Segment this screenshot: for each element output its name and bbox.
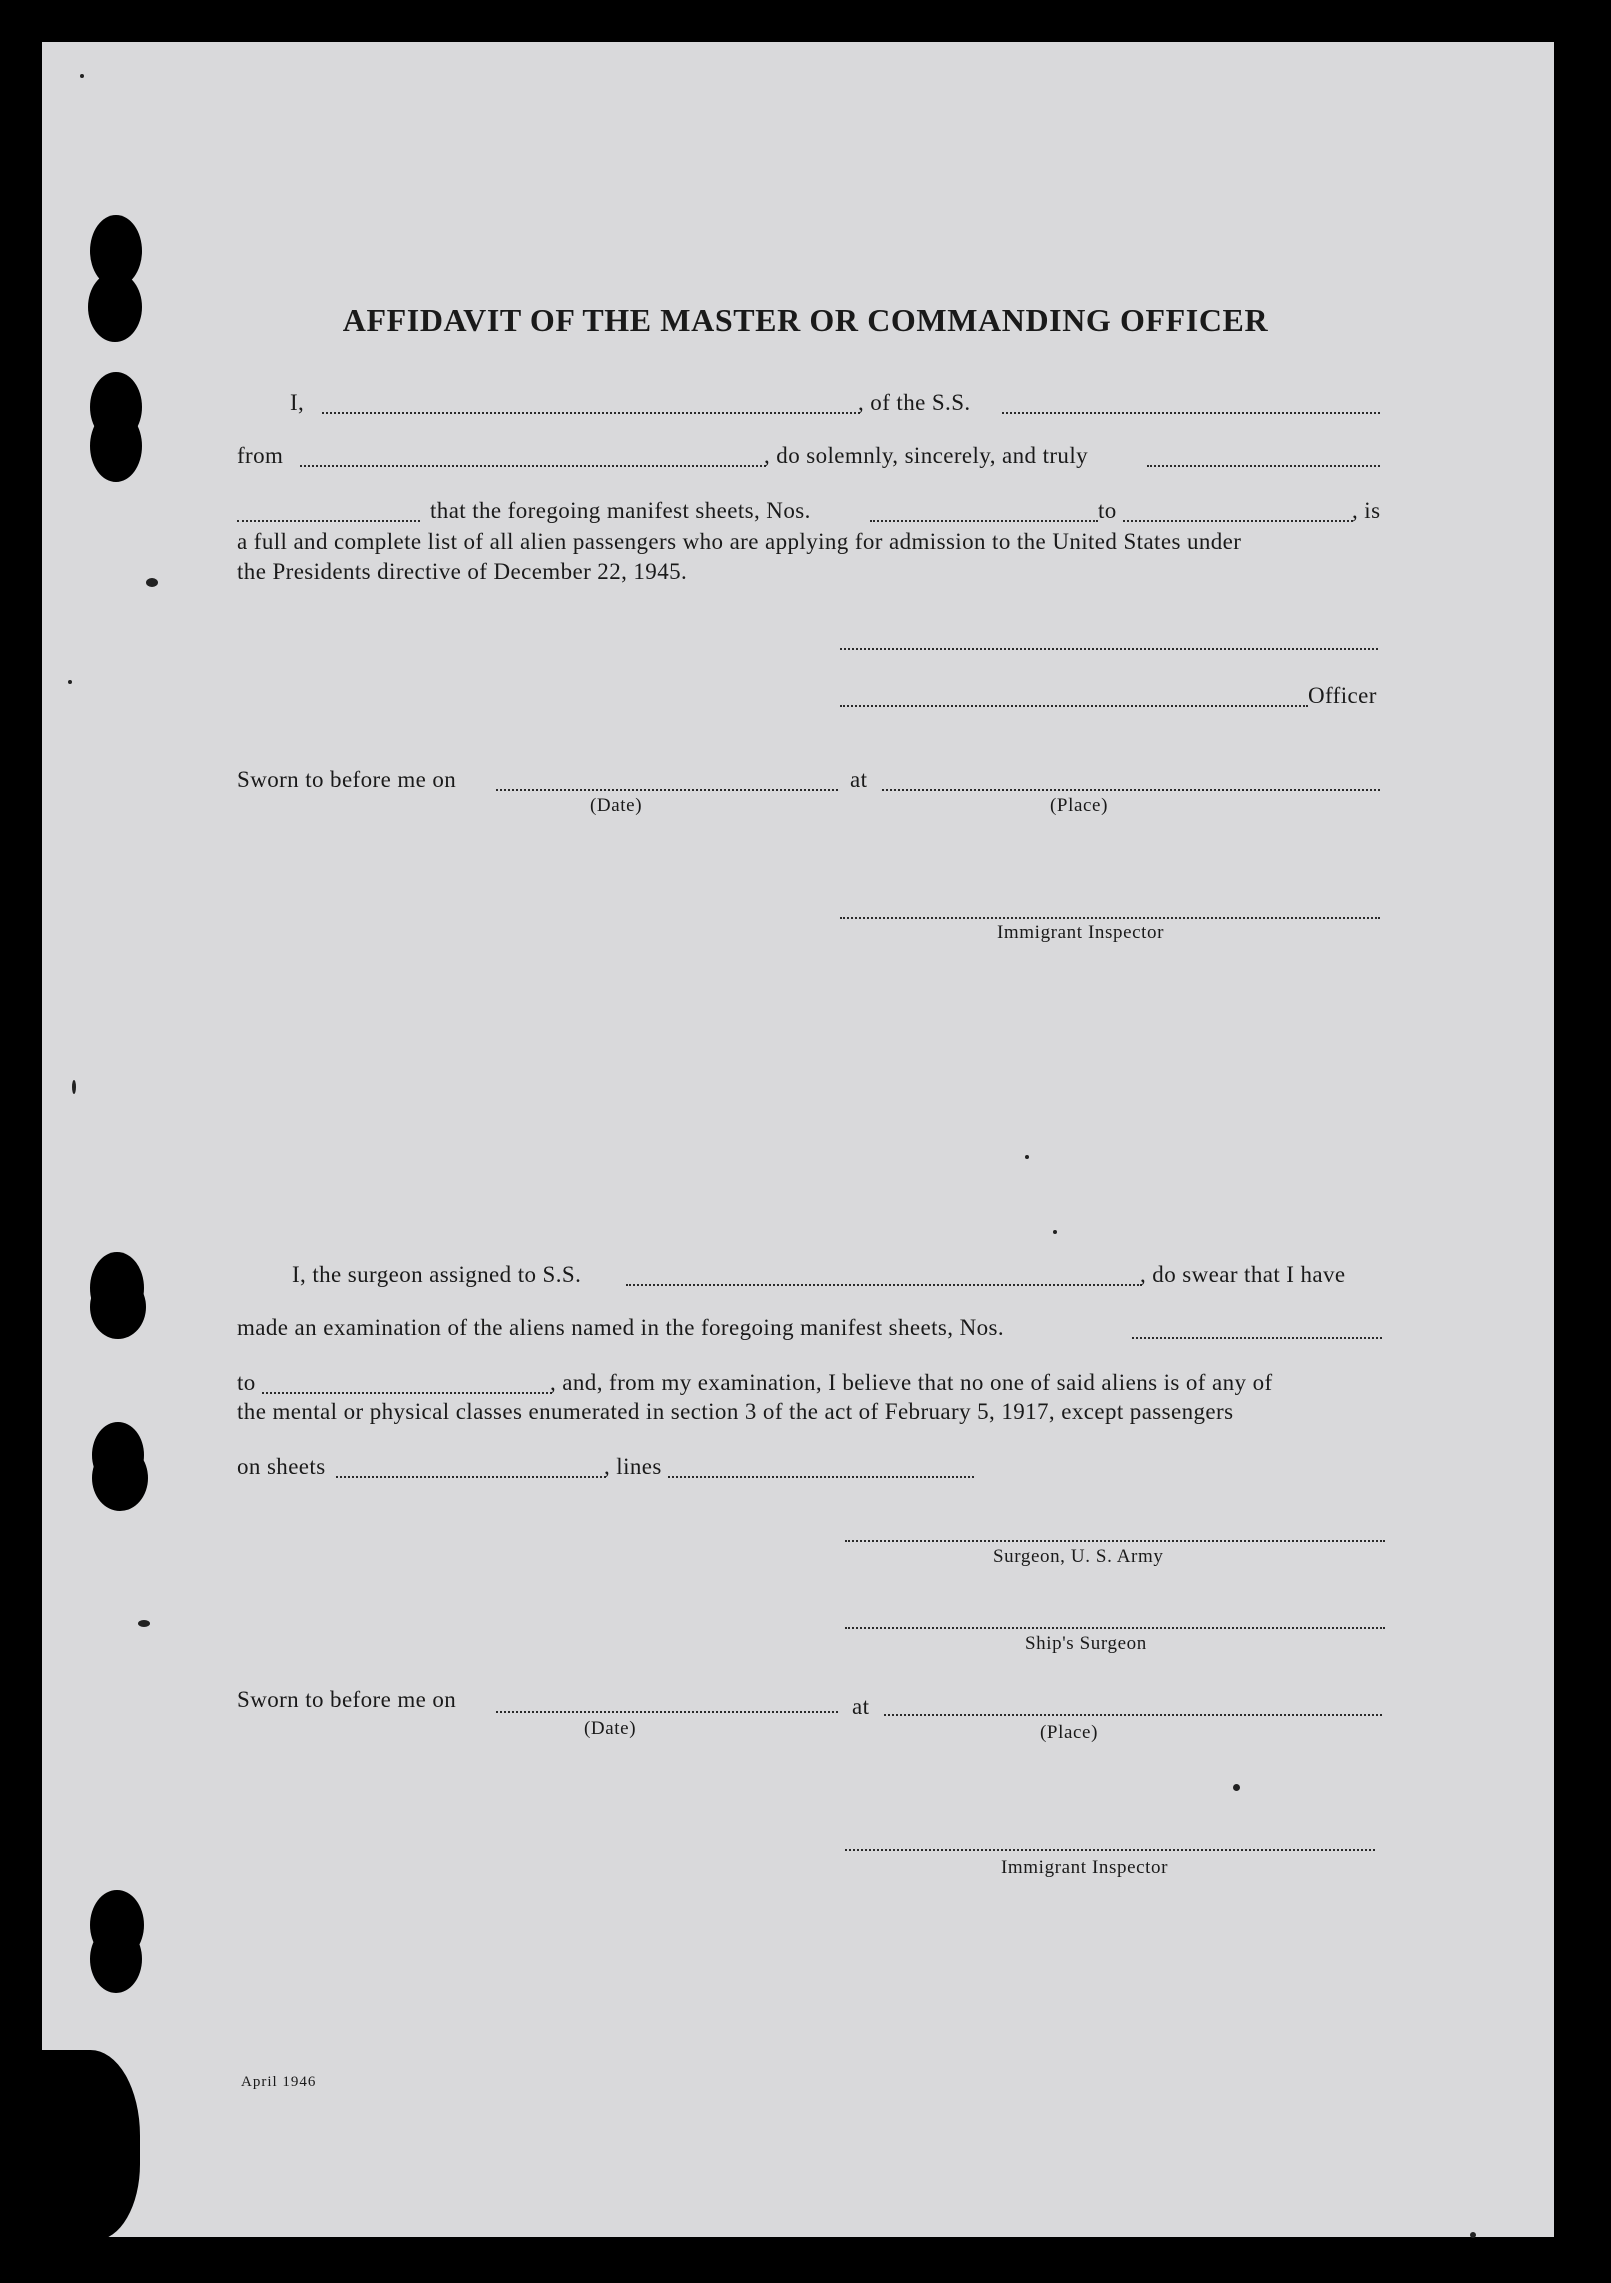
surgeon-sworn-label: Sworn to before me on	[237, 1687, 457, 1712]
sheet-to-field[interactable]	[1123, 520, 1353, 522]
ink-speck	[72, 1080, 76, 1094]
punch-hole	[90, 410, 142, 482]
date-caption: (Date)	[590, 795, 643, 816]
ink-speck	[1233, 1784, 1240, 1791]
officer-signature-line[interactable]	[840, 705, 1308, 707]
punch-hole	[92, 1445, 148, 1511]
ink-speck	[1053, 1230, 1057, 1234]
surgeon-place-caption: (Place)	[1040, 1722, 1098, 1743]
ship-name-field[interactable]	[1002, 412, 1380, 414]
except-sheets-field[interactable]	[336, 1476, 606, 1478]
inspector-signature-line[interactable]	[840, 917, 1380, 919]
surgeon-line1-start: I, the surgeon assigned to S.S.	[292, 1262, 582, 1287]
at-label: at	[850, 767, 868, 792]
master-line5: the Presidents directive of December 22, 1945.	[237, 559, 688, 584]
ink-speck	[146, 578, 158, 587]
surgeon-line3-start: to	[237, 1370, 256, 1395]
oath-word-field[interactable]	[1147, 465, 1380, 467]
surgeon-sworn-place-field[interactable]	[884, 1714, 1382, 1716]
master-line2-mid: , do solemnly, sincerely, and truly	[764, 443, 1089, 468]
ship-surgeon-caption: Ship's Surgeon	[1025, 1633, 1147, 1654]
surgeon-at-label: at	[852, 1694, 870, 1719]
sworn-label: Sworn to before me on	[237, 767, 457, 792]
master-line3-end: , is	[1352, 498, 1381, 523]
surgeon-sworn-date-field[interactable]	[496, 1711, 838, 1713]
punch-hole	[90, 1925, 142, 1993]
ship-surgeon-signature-line[interactable]	[845, 1627, 1385, 1629]
sworn-place-field[interactable]	[882, 789, 1380, 791]
surgeon-line2: made an examination of the aliens named in the foregoing manifest sheets, Nos.	[237, 1315, 1004, 1340]
surgeon-inspector-caption: Immigrant Inspector	[1001, 1857, 1169, 1878]
footer-date: April 1946	[241, 2074, 317, 2090]
master-line2-start: from	[237, 443, 284, 468]
surgeon-inspector-signature-line[interactable]	[845, 1849, 1375, 1851]
master-line1-start: I,	[290, 390, 305, 415]
ink-speck	[68, 680, 72, 684]
master-line4: a full and complete list of all alien passengers who are applying for admission to the United States under	[237, 529, 1242, 554]
army-surgeon-signature-line[interactable]	[845, 1540, 1385, 1542]
surgeon-line1-end: , do swear that I have	[1140, 1262, 1346, 1287]
torn-edge	[30, 2050, 140, 2240]
ink-speck	[1025, 1155, 1029, 1159]
ink-speck	[1470, 2232, 1476, 2238]
ink-speck	[138, 1620, 150, 1627]
master-name-field[interactable]	[322, 412, 860, 414]
surgeon-sheet-from-field[interactable]	[1132, 1337, 1382, 1339]
ink-speck	[80, 74, 84, 78]
sheet-from-field[interactable]	[870, 520, 1098, 522]
punch-hole	[90, 1275, 146, 1339]
place-caption: (Place)	[1050, 795, 1108, 816]
surgeon-line3-end: , and, from my examination, I believe that no one of said aliens is of any of	[550, 1370, 1273, 1395]
master-line3-mid: that the foregoing manifest sheets, Nos.	[430, 498, 811, 523]
surgeon-ship-field[interactable]	[626, 1284, 1142, 1286]
sworn-date-field[interactable]	[496, 789, 838, 791]
surgeon-line4: the mental or physical classes enumerated in section 3 of the act of February 5, 1917, except passengers	[237, 1399, 1234, 1424]
master-line3-to: to	[1098, 498, 1117, 523]
master-line1-mid: , of the S.S.	[858, 390, 971, 415]
officer-label: Officer	[1308, 683, 1377, 708]
surgeon-line5-mid: , lines	[604, 1454, 662, 1479]
signature-line[interactable]	[840, 648, 1378, 650]
from-port-field[interactable]	[300, 465, 766, 467]
surgeon-date-caption: (Date)	[584, 1718, 637, 1739]
surgeon-line5-start: on sheets	[237, 1454, 326, 1479]
inspector-caption: Immigrant Inspector	[997, 922, 1165, 943]
except-lines-field[interactable]	[668, 1476, 974, 1478]
document-page	[42, 42, 1554, 2237]
surgeon-sheet-to-field[interactable]	[262, 1392, 552, 1394]
oath-word-field-2[interactable]	[237, 520, 420, 522]
army-surgeon-caption: Surgeon, U. S. Army	[993, 1546, 1164, 1567]
document-title: AFFIDAVIT OF THE MASTER OR COMMANDING OFFICER	[342, 302, 1269, 338]
